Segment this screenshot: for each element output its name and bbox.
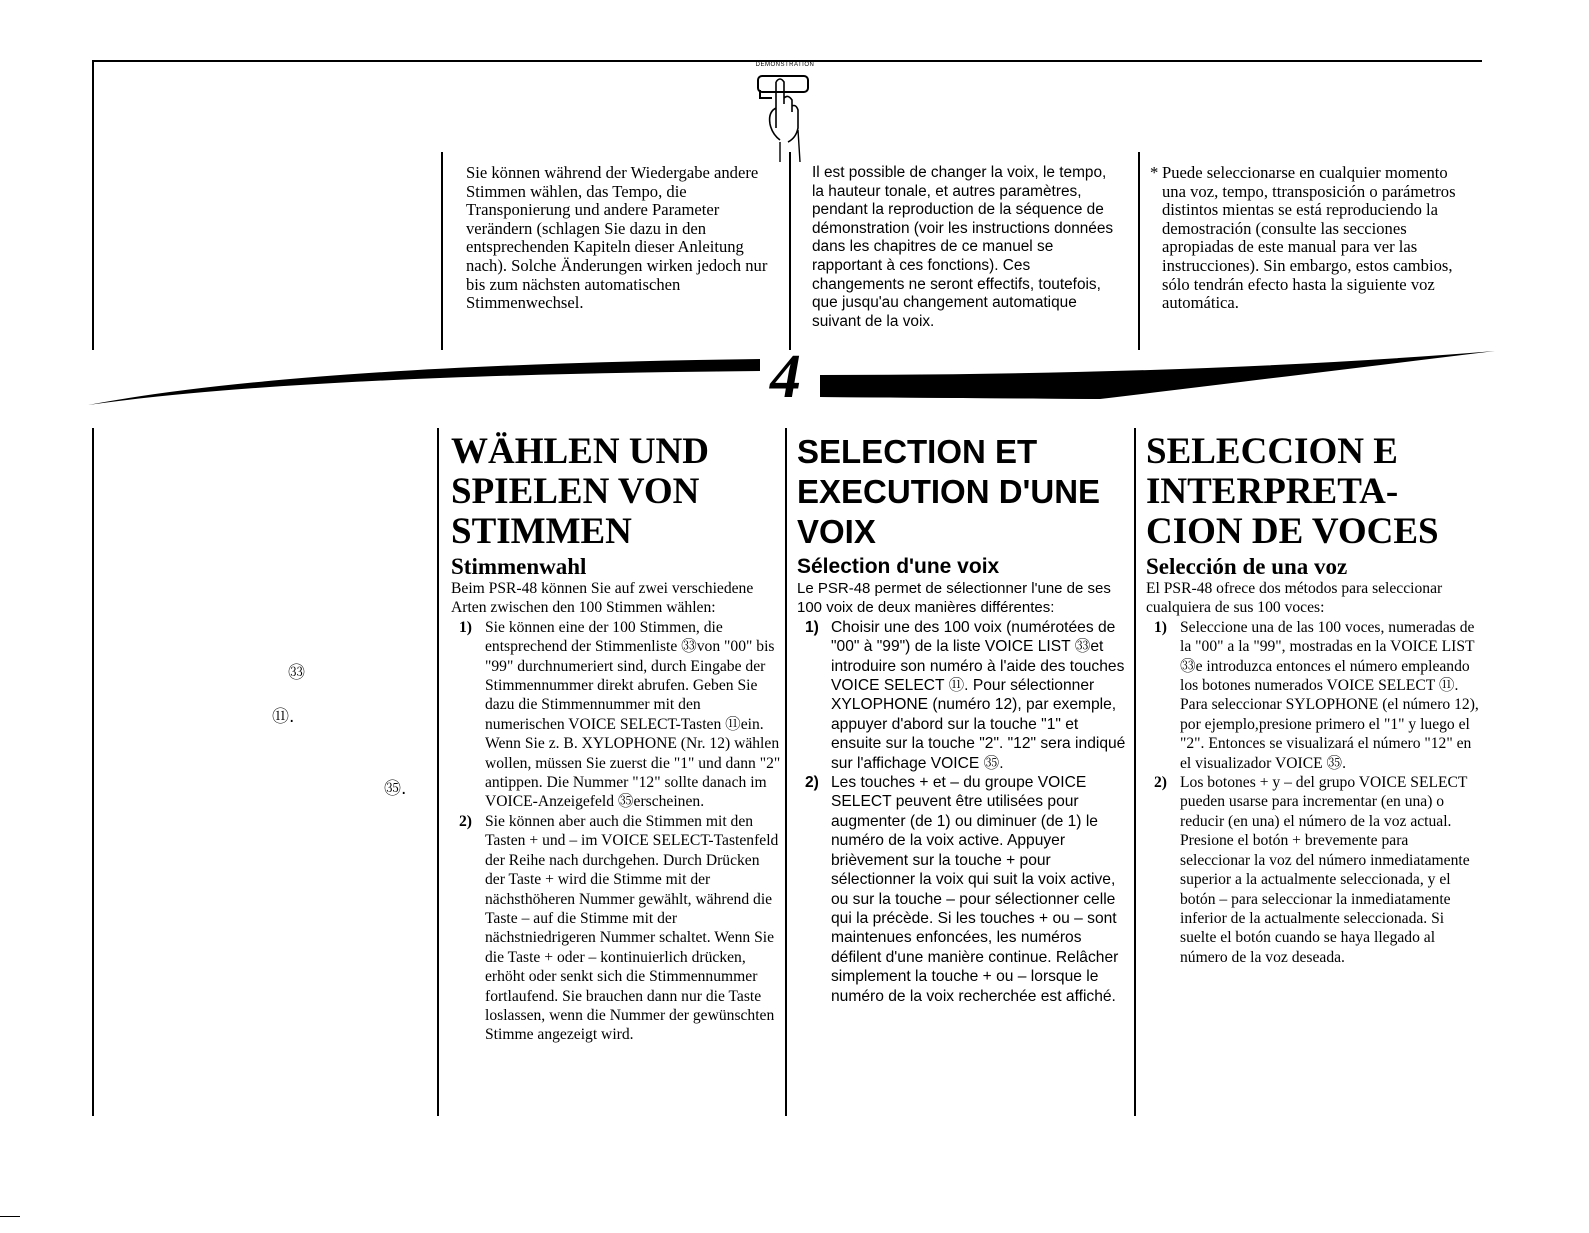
french-subtitle: Sélection d'une voix xyxy=(797,555,1000,578)
german-intro: Beim PSR-48 können Sie auf zwei verschiedene Arten zwischen den 100 Stimmen wählen: xyxy=(451,580,754,617)
list-number: 1) xyxy=(459,618,472,636)
demo-button-illustration xyxy=(740,62,830,162)
french-intro: Le PSR-48 permet de sélectionner l'une de ses 100 voix de deux manières différentes: xyxy=(797,580,1111,617)
french-title-line: VOIX xyxy=(797,513,876,550)
german-title-line: SPIELEN VON xyxy=(451,471,700,512)
hand-pressing-button-icon xyxy=(740,68,830,163)
top-french-text xyxy=(812,164,1122,331)
list-text: Seleccione una de las 100 voces, numeradas de la "00" a la "99", mostradas en la VOICE LIST ㉝e introduzca entonces el número empleando los botones numerados VOICE SELECT ⑪. Para seleccionar SYLOPHONE (el número 12), por ejemplo,presione primero el "1" y luego el "2". Entonces se visualizará el número "12" en el visualizador VOICE ㉟. xyxy=(1180,618,1479,772)
french-title-line: SELECTION ET xyxy=(797,433,1038,470)
divider-top-3 xyxy=(1138,152,1140,350)
german-title-line: STIMMEN xyxy=(451,511,632,552)
divider-bottom-2 xyxy=(785,428,787,1116)
divider-bottom-1 xyxy=(437,428,439,1116)
french-title-line: EXECUTION D'UNE xyxy=(797,473,1101,510)
divider-bottom-3 xyxy=(1134,428,1136,1116)
spanish-title-line: INTERPRETA- xyxy=(1146,471,1399,512)
french-section xyxy=(797,432,1129,1006)
list-item xyxy=(797,618,1129,773)
divider-top-1 xyxy=(441,152,443,350)
demo-label: DEMONSTRATION xyxy=(755,62,815,68)
divider-top-2 xyxy=(789,152,791,350)
list-item xyxy=(451,812,781,1045)
list-text: Les touches + et – du groupe VOICE SELECT peuvent être utilisées pour augmenter (de 1) ou diminuer (de 1) le numéro de la voix active. Appuyer brièvement sur la touche + pour sélectionner la voix qui suit la voix active, ou sur la touche – pour sélectionner celle qui la précède. Si les touches + ou – sont maintenues enfoncées, les numéros défilent d'une manière continue. Relâcher simplement la touche + ou – lorsque le numéro de la voix recherchée est affiché. xyxy=(831,774,1119,1005)
german-section xyxy=(451,432,781,1045)
list-item xyxy=(1146,773,1480,967)
top-german-text xyxy=(466,164,776,313)
bottom-left-tick xyxy=(0,1216,20,1217)
left-rule-top xyxy=(92,60,94,350)
marker-voice-display: ㉟. xyxy=(384,779,407,799)
asterisk-bullet: * xyxy=(1150,163,1159,182)
german-subtitle: Stimmenwahl xyxy=(451,554,587,579)
top-spanish-paragraph: Puede seleccionarse en cualquier momento una voz, tempo, ttransposición o parámetros distintos mientas se está reproduciendo la demostración (consulte las secciones apropiadas de este manual para ver las instrucciones). Sin embargo, estos cambios, sólo tendrán efecto hasta la siguiente voz automática. xyxy=(1162,163,1456,313)
spanish-section xyxy=(1146,432,1480,967)
list-text: Los botones + y – del grupo VOICE SELECT pueden usarse para incrementar (en una) o reducir (en una) el número de la voz actual. Presione el botón + brevemente para seleccionar la voz del número inmediatamente superior a la actualmente seleccionada, y el botón – para seleccionar la inmediatamente inferior de la actualmente seleccionada. Si suelte el botón cuando se haya llegado al número de la voz deseada. xyxy=(1180,774,1470,966)
german-list xyxy=(451,618,781,1045)
list-text: Sie können eine der 100 Stimmen, die entsprechend der Stimmenliste ㉝von "00" bis "99" durchnumeriert sind, durch Eingabe der Stimmennummer direkt abrufen. Geben Sie dazu die Stimmennummer mit den numerischen VOICE SELECT-Tasten ⑪ein. Wenn Sie z. B. XYLOPHONE (Nr. 12) wählen wollen, müssen Sie zuerst die "1" und dann "2" antippen. Die Nummer "12" sollte danach im VOICE-Anzeigefeld ㉟erscheinen. xyxy=(485,618,781,811)
spanish-title-line: SELECCION E xyxy=(1146,431,1398,472)
list-number: 2) xyxy=(1154,774,1167,792)
list-number: 2) xyxy=(459,812,472,830)
list-item xyxy=(797,773,1129,1006)
list-item xyxy=(451,618,781,812)
german-title-line: WÄHLEN UND xyxy=(451,431,709,472)
list-item xyxy=(1146,618,1480,773)
section-number: 4 xyxy=(770,343,801,411)
left-rule-bottom xyxy=(92,428,94,1116)
list-text: Choisir une des 100 voix (numérotées de "00" à "99") de la liste VOICE LIST ㉝et introduire son numéro à l'aide des touches VOICE SELECT ⑪. Pour sélectionner XYLOPHONE (numéro 12), par exemple, appuyer d'abord sur la touche "1" et ensuite sur la touche "2". "12" sera indiqué sur l'affichage VOICE ㉟. xyxy=(831,618,1126,772)
spanish-list xyxy=(1146,618,1480,967)
list-number: 2) xyxy=(805,774,819,792)
spanish-title-line: CION DE VOCES xyxy=(1146,511,1439,552)
top-spanish-text xyxy=(1150,164,1470,313)
french-title xyxy=(797,432,1129,552)
spanish-subtitle: Selección de una voz xyxy=(1146,554,1348,579)
top-french-paragraph: Il est possible de changer la voix, le tempo, la hauteur tonale, et autres paramètres, pendant la reproduction de la séquence de démonstration (voir les instructions données dans les chapitres de ce manuel se rapportant à ces fonctions). Ces changements ne seront effectifs, toutefois, que jusqu'au changement automatique suivant de la voix. xyxy=(812,164,1114,330)
french-list xyxy=(797,618,1129,1006)
spanish-title xyxy=(1146,432,1480,552)
list-text: Sie können aber auch die Stimmen mit den Tasten + und – im VOICE SELECT-Tastenfeld der Reihe nach durchgehen. Durch Drücken der Taste + wird die Stimme mit der nächsthöheren Nummer gewählt, während die Taste – auf die Stimme mit der nächstniedrigeren Nummer schaltet. Wenn Sie die Taste + oder – kontinuierlich drücken, erhöht oder senkt sich die Stimmennummer fortlaufend. Sie brauchen dann nur die Taste loslassen, wenn die Nummer der gewünschten Stimme angezeigt wird. xyxy=(485,812,779,1044)
german-title xyxy=(451,432,781,552)
top-german-paragraph: Sie können während der Wiedergabe andere Stimmen wählen, das Tempo, die Transponierung und andere Parameter verändern (schlagen Sie dazu in den entsprechenden Kapiteln dieser Anleitung nach). Solche Änderungen wirken jedoch nur bis zum nächsten automatischen Stimmenwechsel. xyxy=(466,163,768,313)
spanish-intro: El PSR-48 ofrece dos métodos para seleccionar cualquiera de sus 100 voces: xyxy=(1146,580,1443,617)
marker-voice-list: ㉝ xyxy=(288,663,305,683)
list-number: 1) xyxy=(805,618,819,636)
marker-voice-select: ⑪. xyxy=(272,707,295,727)
list-number: 1) xyxy=(1154,618,1167,636)
